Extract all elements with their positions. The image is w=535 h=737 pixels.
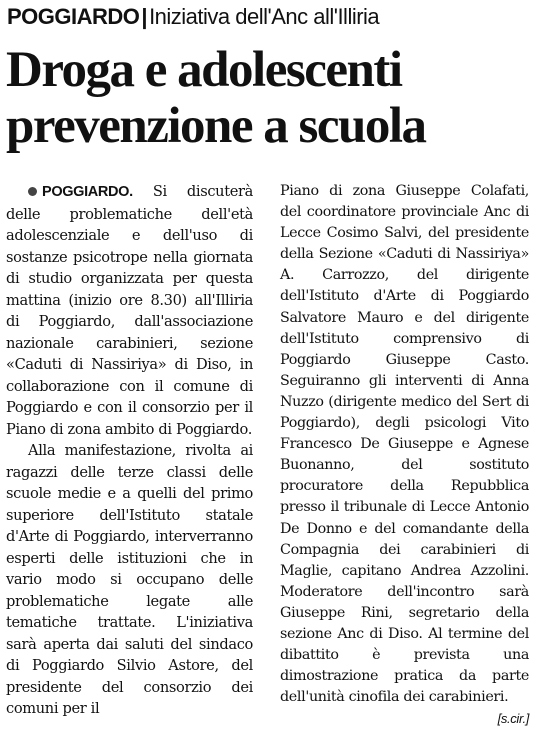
bullet-icon — [28, 187, 37, 196]
kicker-text: Iniziativa dell'Anc all'Illiria — [149, 4, 380, 29]
author-signature: [s.cir.] — [497, 711, 529, 727]
kicker-separator: | — [141, 4, 148, 29]
headline-line-2: prevenzione a scuola — [6, 98, 426, 154]
article-paragraph-2: Alla manifestazione, rivolta ai ragazzi delle terze classi delle scuole medie e a quelli del primo superiore dell'Istituto statale d'Arte di Poggiardo, interverranno esperti delle istituzioni che in vario modo si occupano delle problematiche legate alle tematiche trattate. L'iniziativa sarà aperta dai saluti del sindaco di Poggiardo Silvio Astore, del presidente del consorzio dei comuni per il — [6, 442, 253, 717]
headline-line-1: Droga e adolescenti — [6, 42, 402, 98]
kicker — [7, 4, 379, 30]
kicker-place: POGGIARDO — [7, 4, 140, 29]
headline — [6, 42, 531, 154]
dateline: POGGIARDO. — [42, 184, 133, 200]
article-paragraph-2-continued — [280, 181, 529, 727]
article-column-left — [6, 181, 253, 720]
paragraph-2-continued-text: Piano di zona Giuseppe Colafati, del coordinatore provinciale Anc di Lecce Cosimo Salvi, del presidente della Sezione «Caduti di Nassiriya» A. Carrozzo, del dirigente dell'Istituto d'Arte di Poggiardo Salvatore Mauro e del dirigente dell'Istituto comprensivo di Poggiardo Giuseppe Casto. Seguiranno gli interventi di Anna Nuzzo (dirigente medico del Sert di Poggiardo), degli psicologi Vito Francesco De Giuseppe e Agnese Buonanno, del sostituto procuratore della Repubblica presso il tribunale di Lecce Antonio De Donno e del comandante della Compagnia dei carabinieri di Maglie, capitano Andrea Azzolini. Moderatore dell'incontro sarà Giuseppe Rini, segretario della sezione Anc di Diso. Al termine del dibattito è prevista una dimostrazione pratica da parte dell'unità cinofila dei carabinieri. — [280, 183, 529, 706]
paragraph-1-text: Si discuterà delle problematiche dell'età adolescenziale e dell'uso di sostanze psicotrope nella giornata di studio organizzata per questa mattina (inizio ore 8.30) all'Illiria di Poggiardo, dall'associazione nazionale carabinieri, sezione «Caduti di Nassiriya» di Diso, in collaborazione con il comune di Poggiardo e con il consorzio per il Piano di zona ambito di Poggiardo. — [6, 183, 253, 438]
article-column-right — [280, 181, 529, 729]
article-paragraph-1 — [6, 181, 253, 440]
